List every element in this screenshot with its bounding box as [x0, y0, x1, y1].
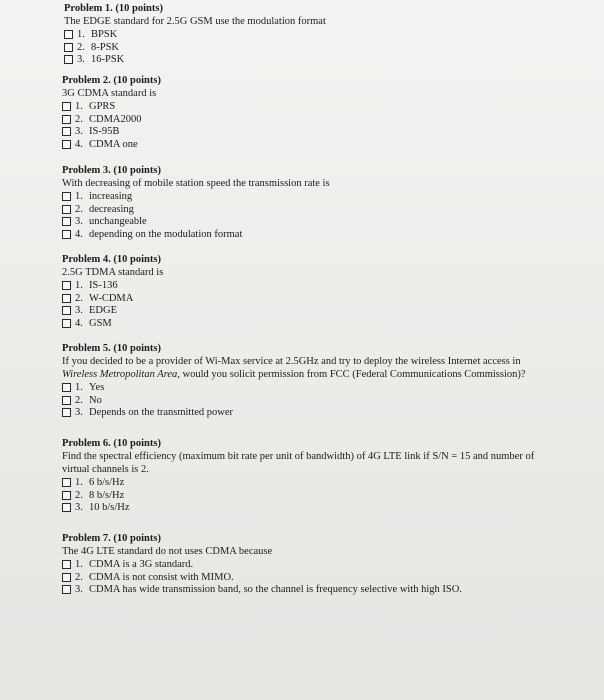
option-item	[62, 407, 592, 420]
problem-prompt	[62, 355, 592, 381]
problem-prompt: The EDGE standard for 2.5G GSM use the modulation format	[64, 16, 326, 27]
problem-2	[62, 74, 592, 151]
option-item	[62, 279, 592, 292]
problem-prompt: 3G CDMA standard is	[62, 88, 157, 99]
checkbox[interactable]	[62, 127, 71, 136]
checkbox[interactable]	[62, 306, 71, 315]
checkbox[interactable]	[64, 55, 73, 64]
option-item	[62, 317, 592, 330]
option-number: 2.	[75, 489, 83, 501]
option-text: CDMA2000	[89, 113, 142, 125]
problem-title: Problem 6. (10 points)	[62, 438, 161, 449]
option-number: 4.	[75, 318, 83, 330]
option-number: 3.	[77, 54, 85, 66]
option-item	[62, 489, 592, 502]
problem-title: Problem 1. (10 points)	[64, 3, 163, 14]
checkbox[interactable]	[62, 383, 71, 392]
option-text: 6 b/s/Hz	[89, 476, 125, 488]
option-text: 8-PSK	[91, 41, 120, 53]
option-item	[62, 100, 592, 113]
checkbox[interactable]	[62, 102, 71, 111]
option-text: decreasing	[89, 203, 134, 215]
checkbox[interactable]	[62, 294, 71, 303]
checkbox[interactable]	[62, 560, 71, 569]
option-number: 1.	[75, 100, 83, 112]
checkbox[interactable]	[62, 192, 71, 201]
option-item	[62, 476, 592, 489]
option-number: 2.	[75, 113, 83, 125]
option-item	[62, 113, 592, 126]
option-item	[62, 381, 592, 394]
option-text: unchangeable	[89, 216, 147, 228]
problem-title: Problem 7. (10 points)	[62, 533, 161, 544]
option-item	[62, 228, 592, 241]
option-text: IS-136	[89, 279, 118, 291]
problem-7	[62, 532, 592, 596]
checkbox[interactable]	[62, 115, 71, 124]
option-number: 1.	[75, 279, 83, 291]
checkbox[interactable]	[62, 319, 71, 328]
option-list	[64, 28, 594, 66]
option-item	[62, 292, 592, 305]
option-item	[62, 584, 592, 597]
problem-prompt	[62, 450, 592, 476]
option-item	[62, 126, 592, 139]
checkbox[interactable]	[62, 205, 71, 214]
option-text: CDMA is a 3G standard.	[89, 558, 194, 570]
prompt-line-1: Find the spectral efficiency (maximum bit rate per unit of bandwidth) of 4G LTE link if S/N = 15 and number of	[62, 451, 535, 462]
checkbox[interactable]	[62, 396, 71, 405]
option-list	[62, 190, 592, 241]
checkbox[interactable]	[62, 491, 71, 500]
option-number: 1.	[77, 28, 85, 40]
problem-6	[62, 437, 592, 514]
problem-prompt: The 4G LTE standard do not uses CDMA because	[62, 546, 273, 557]
problem-1	[64, 2, 594, 66]
option-text: increasing	[89, 190, 133, 202]
prompt-line-2: virtual channels is 2.	[62, 464, 149, 475]
option-text: IS-95B	[89, 126, 120, 138]
option-number: 3.	[75, 305, 83, 317]
checkbox[interactable]	[62, 478, 71, 487]
option-text: BPSK	[91, 28, 118, 40]
problem-prompt: With decreasing of mobile station speed the transmission rate is	[62, 178, 330, 189]
option-text: depending on the modulation format	[89, 229, 243, 241]
option-text: GPRS	[89, 100, 116, 112]
prompt-line-1: If you decided to be a provider of Wi-Max service at 2.5GHz and try to deploy the wireless Internet access in	[62, 356, 521, 367]
problem-title: Problem 3. (10 points)	[62, 165, 161, 176]
option-text: No	[89, 394, 102, 406]
option-number: 3.	[75, 584, 83, 596]
option-number: 2.	[75, 394, 83, 406]
option-number: 4.	[75, 139, 83, 151]
problem-3	[62, 164, 592, 241]
option-text: Depends on the transmitted power	[89, 407, 234, 419]
checkbox[interactable]	[64, 43, 73, 52]
option-number: 3.	[75, 216, 83, 228]
problem-prompt: 2.5G TDMA standard is	[62, 267, 164, 278]
option-number: 1.	[75, 381, 83, 393]
option-number: 3.	[75, 126, 83, 138]
option-text: 8 b/s/Hz	[89, 489, 125, 501]
option-number: 1.	[75, 476, 83, 488]
checkbox[interactable]	[62, 585, 71, 594]
option-item	[62, 558, 592, 571]
prompt-rest: would you solicit permission from FCC (Federal Communications Commission)?	[179, 369, 526, 380]
option-list	[62, 279, 592, 330]
checkbox[interactable]	[62, 573, 71, 582]
option-number: 3.	[75, 407, 83, 419]
option-number: 4.	[75, 229, 83, 241]
option-text: W-CDMA	[89, 292, 134, 304]
option-item	[62, 138, 592, 151]
option-item	[64, 54, 594, 67]
checkbox[interactable]	[62, 408, 71, 417]
option-number: 2.	[75, 571, 83, 583]
problem-4	[62, 253, 592, 330]
option-text: EDGE	[89, 305, 117, 317]
problem-5	[62, 342, 592, 419]
option-item	[62, 394, 592, 407]
option-text: CDMA one	[89, 139, 138, 151]
option-item	[62, 305, 592, 318]
option-list	[62, 476, 592, 514]
option-number: 2.	[75, 292, 83, 304]
option-text: Yes	[89, 381, 105, 393]
option-list	[62, 558, 592, 596]
problem-title: Problem 5. (10 points)	[62, 343, 161, 354]
option-item	[64, 28, 594, 41]
prompt-italic: Wireless Metropolitan Area,	[62, 369, 180, 380]
option-text: 16-PSK	[91, 54, 125, 66]
problem-title: Problem 2. (10 points)	[62, 75, 161, 86]
option-item	[62, 190, 592, 203]
option-text: 10 b/s/Hz	[89, 502, 130, 514]
option-item	[62, 502, 592, 515]
option-item	[62, 216, 592, 229]
option-number: 1.	[75, 558, 83, 570]
option-number: 2.	[75, 203, 83, 215]
option-text: CDMA has wide transmission band, so the channel is frequency selective with high ISO.	[89, 584, 462, 596]
checkbox[interactable]	[62, 140, 71, 149]
option-text: CDMA is not consist with MIMO.	[89, 571, 234, 583]
checkbox[interactable]	[62, 281, 71, 290]
option-item	[62, 571, 592, 584]
option-list	[62, 100, 592, 151]
checkbox[interactable]	[62, 217, 71, 226]
option-number: 3.	[75, 502, 83, 514]
option-list	[62, 381, 592, 419]
checkbox[interactable]	[62, 230, 71, 239]
problem-title: Problem 4. (10 points)	[62, 254, 161, 265]
checkbox[interactable]	[62, 503, 71, 512]
option-item	[62, 203, 592, 216]
option-text: GSM	[89, 318, 112, 330]
prompt-line-2	[62, 368, 592, 381]
checkbox[interactable]	[64, 30, 73, 39]
option-item	[64, 41, 594, 54]
option-number: 1.	[75, 190, 83, 202]
option-number: 2.	[77, 41, 85, 53]
